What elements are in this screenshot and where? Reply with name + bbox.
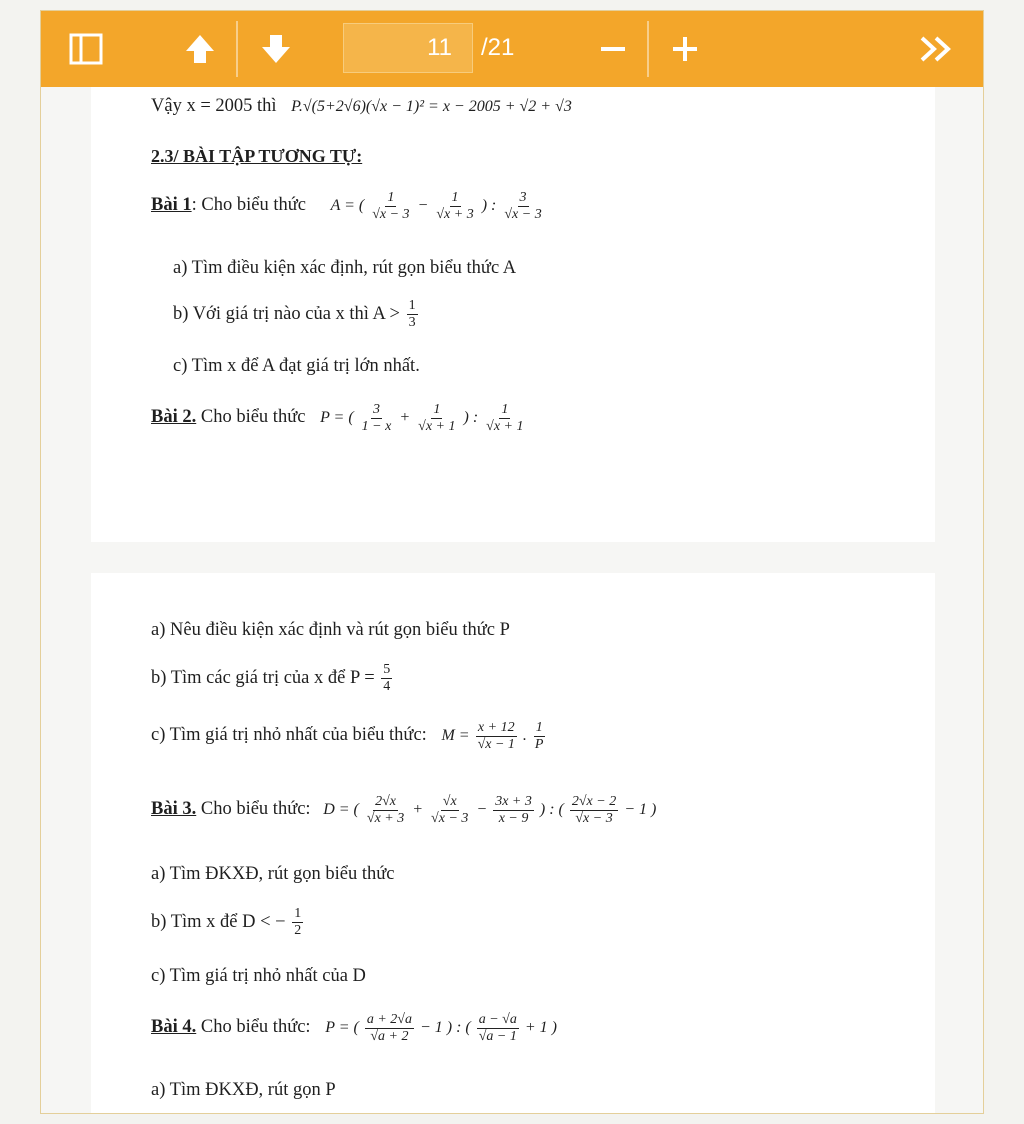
exercise-label: Bài 1 xyxy=(151,195,192,216)
toolbar-divider xyxy=(647,21,649,77)
denominator: 1 − x xyxy=(361,419,392,434)
fraction xyxy=(360,403,394,434)
zoom-in-button[interactable] xyxy=(661,29,709,69)
denominator: √x + 3 xyxy=(436,207,474,222)
fraction xyxy=(493,795,534,826)
numerator: 1 xyxy=(433,402,441,417)
exercise-2 xyxy=(151,403,528,434)
exercise-2-part-b xyxy=(151,663,394,694)
fraction xyxy=(570,795,618,826)
numerator: 3x + 3 xyxy=(495,794,532,809)
formula-part: P = ( xyxy=(325,1019,359,1037)
arrow-down-icon xyxy=(258,31,294,67)
more-tools-button[interactable] xyxy=(909,29,963,69)
numerator: 1 xyxy=(535,720,543,735)
numerator: 3 xyxy=(519,190,527,205)
fraction xyxy=(407,299,418,330)
part-text: b) Tìm x để D < − xyxy=(151,911,286,932)
formula-part: − 1 ) : ( xyxy=(419,1019,471,1037)
exercise-3 xyxy=(151,795,656,826)
fraction xyxy=(502,191,543,222)
exercise-3-part-c: c) Tìm giá trị nhỏ nhất của D xyxy=(151,966,366,986)
exercise-4 xyxy=(151,1013,557,1044)
numerator: 5 xyxy=(383,662,391,677)
intro-formula: P.√(5+2√6)(√x − 1)² = x − 2005 + √2 + √3 xyxy=(291,98,572,115)
numerator: 1 xyxy=(451,190,459,205)
denominator: 3 xyxy=(408,315,416,330)
double-chevron-right-icon xyxy=(916,34,956,64)
exercise-3-part-a: a) Tìm ĐKXĐ, rút gọn biểu thức xyxy=(151,864,395,884)
previous-page-button[interactable] xyxy=(179,29,221,69)
denominator: √x + 1 xyxy=(418,419,456,434)
numerator: a − √a xyxy=(478,1012,517,1027)
section-heading: 2.3/ BÀI TẬP TƯƠNG TỰ: xyxy=(151,146,363,166)
formula xyxy=(441,720,547,752)
exercise-3-part-b xyxy=(151,907,305,938)
exercise-2-part-a: a) Nêu điều kiện xác định và rút gọn biểu thức P xyxy=(151,620,510,640)
fraction xyxy=(533,721,546,752)
denominator: 4 xyxy=(383,679,391,694)
exercise-1-part-b xyxy=(173,299,420,330)
intro-line xyxy=(151,97,572,116)
next-page-button[interactable] xyxy=(255,29,297,69)
fraction xyxy=(365,1013,414,1044)
denominator: √x − 3 xyxy=(575,811,613,826)
minus-icon xyxy=(598,34,628,64)
denominator: √x + 3 xyxy=(366,811,405,826)
exercise-2-part-c xyxy=(151,721,547,752)
fraction xyxy=(370,191,411,222)
fraction xyxy=(484,403,525,434)
exercise-4-part-a: a) Tìm ĐKXĐ, rút gọn P xyxy=(151,1080,336,1100)
numerator: 1 xyxy=(408,298,416,313)
exercise-text: Cho biểu thức xyxy=(196,407,306,428)
plus-icon xyxy=(670,34,700,64)
exercise-label: Bài 4. xyxy=(151,1017,197,1038)
page-number-input[interactable]: 11 xyxy=(343,23,473,73)
denominator: √x − 3 xyxy=(504,207,542,222)
exercise-1 xyxy=(151,191,546,222)
pdf-viewer xyxy=(40,10,984,1114)
formula-part: . xyxy=(522,727,527,745)
numerator: a + 2√a xyxy=(366,1012,412,1027)
denominator: 2 xyxy=(294,923,302,938)
formula-part: ) : xyxy=(481,197,497,215)
intro-text: Vậy x = 2005 thì xyxy=(151,96,277,116)
fraction xyxy=(365,795,406,826)
fraction xyxy=(381,663,392,694)
fraction xyxy=(477,1013,519,1044)
exercise-1-part-a: a) Tìm điều kiện xác định, rút gọn biểu thức A xyxy=(173,258,517,278)
exercise-2-formula xyxy=(320,402,527,434)
denominator: √a + 2 xyxy=(370,1029,409,1044)
formula-part: − 1 ) xyxy=(624,801,657,819)
denominator: √x − 3 xyxy=(431,811,469,826)
exercise-label: Bài 2. xyxy=(151,407,197,428)
numerator: 2√x xyxy=(375,794,397,809)
numerator: 1 xyxy=(387,190,395,205)
denominator: √x + 1 xyxy=(486,419,524,434)
formula-part: − xyxy=(476,801,488,819)
numerator: √x xyxy=(442,794,457,809)
document-page xyxy=(91,87,935,542)
denominator: P xyxy=(534,737,544,752)
formula-part: + xyxy=(399,409,411,427)
formula-part: M = xyxy=(441,727,470,745)
exercise-1-formula xyxy=(330,190,546,222)
numerator: x + 12 xyxy=(477,720,515,735)
document-page xyxy=(91,573,935,1114)
exercise-label: Bài 3. xyxy=(151,799,197,820)
formula-part: + xyxy=(412,801,424,819)
fraction xyxy=(434,191,475,222)
formula-part: ) : xyxy=(463,409,479,427)
exercise-3-formula xyxy=(323,794,657,826)
denominator: √a − 1 xyxy=(478,1029,517,1044)
denominator: √x − 3 xyxy=(372,207,410,222)
sidebar-toggle-button[interactable] xyxy=(69,33,103,65)
formula-part: ) : ( xyxy=(539,801,564,819)
formula-part: + 1 ) xyxy=(524,1019,557,1037)
formula-part: P = ( xyxy=(320,409,354,427)
numerator: 2√x − 2 xyxy=(571,794,617,809)
fraction xyxy=(416,403,457,434)
arrow-up-icon xyxy=(182,31,218,67)
fraction xyxy=(292,907,303,938)
formula-part: A = ( xyxy=(330,197,365,215)
part-text: b) Tìm các giá trị của x để P = xyxy=(151,667,375,688)
toolbar xyxy=(41,11,983,87)
sidebar-toggle-icon xyxy=(69,33,103,65)
exercise-1-part-c: c) Tìm x để A đạt giá trị lớn nhất. xyxy=(173,356,420,376)
denominator: x − 9 xyxy=(498,811,529,826)
exercise-4-formula xyxy=(325,1012,557,1044)
numerator: 1 xyxy=(294,906,302,921)
toolbar-divider xyxy=(236,21,238,77)
part-text: b) Với giá trị nào của x thì A > xyxy=(173,303,400,324)
numerator: 1 xyxy=(501,402,509,417)
part-text: c) Tìm giá trị nhỏ nhất của biểu thức: xyxy=(151,725,427,746)
numerator: 3 xyxy=(373,402,380,417)
exercise-text: Cho biểu thức: xyxy=(196,1017,311,1038)
exercise-text: : Cho biểu thức xyxy=(191,195,306,216)
formula-part: D = ( xyxy=(323,801,359,819)
fraction xyxy=(476,721,517,752)
page-count: /21 xyxy=(481,34,515,61)
formula-part: − xyxy=(417,197,429,215)
fraction xyxy=(429,795,470,826)
zoom-out-button[interactable] xyxy=(589,29,637,69)
denominator: √x − 1 xyxy=(477,737,515,752)
exercise-text: Cho biểu thức: xyxy=(196,799,311,820)
